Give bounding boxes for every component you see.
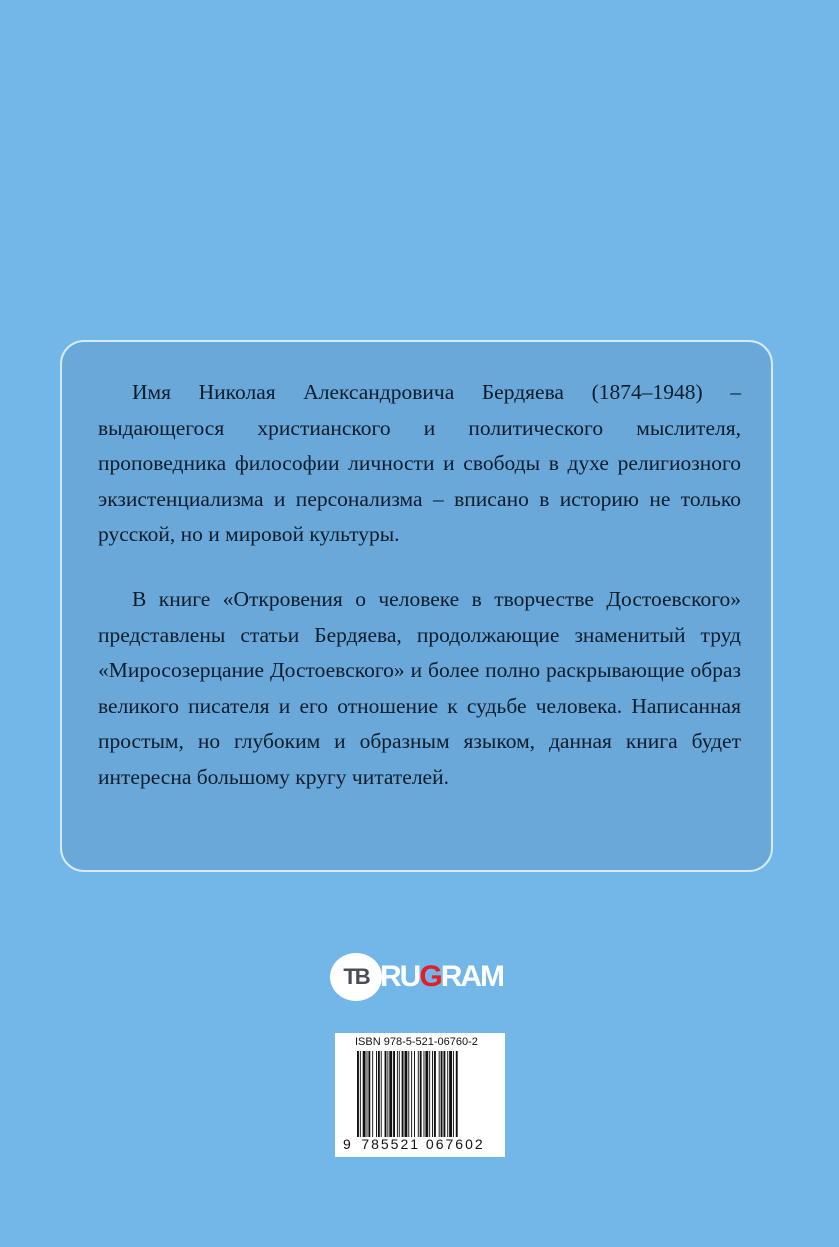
barcode-digits: 785521 067602	[357, 1137, 489, 1151]
publisher-logo-wordmark	[380, 962, 503, 992]
barcode-bar	[360, 1051, 361, 1138]
barcode-bar	[389, 1051, 392, 1138]
description-paragraph-2: В книге «Откровения о человеке в творчестве Достоевского» представлены статьи Бердяева, продолжающие знаменитый труд «Миросозерцание Достоевского» и более полно раскрывающие образ великого писателя и его отношение к судьбе человека. Написанная простым, но глубоким и образным языком, данная книга будет интересна большому кругу читателей.	[98, 587, 741, 789]
publisher-logo-badge	[330, 953, 382, 1001]
barcode-bar	[372, 1051, 373, 1138]
barcode-bar	[424, 1051, 425, 1138]
barcode-bar	[357, 1051, 359, 1138]
barcode-bar	[439, 1051, 440, 1138]
barcode-bar	[411, 1051, 412, 1138]
barcode-bar	[429, 1051, 430, 1138]
isbn-label: ISBN 978-5-521-06760-2	[355, 1036, 478, 1048]
barcode-bar	[414, 1051, 415, 1138]
barcode-bar	[387, 1051, 388, 1138]
barcode-bar	[376, 1051, 377, 1138]
barcode-bar	[397, 1051, 398, 1138]
barcode-bar	[408, 1051, 409, 1138]
barcode-bar	[405, 1051, 408, 1138]
barcode-bar	[420, 1051, 422, 1138]
barcode-bar	[393, 1051, 395, 1138]
barcode-bar	[363, 1051, 366, 1138]
barcode-bar	[441, 1051, 443, 1138]
isbn-barcode-block	[335, 1033, 505, 1157]
publisher-logo-ru: RU	[380, 960, 420, 993]
barcode-bar	[381, 1051, 382, 1138]
barcode-bar	[443, 1051, 445, 1138]
publisher-logo-badge-text: TB	[343, 964, 369, 989]
publisher-logo-g: G	[419, 960, 441, 993]
barcode-bar	[367, 1051, 368, 1138]
publisher-logo-ra: RA	[440, 960, 481, 993]
barcode-bar	[378, 1051, 380, 1138]
publisher-logo-m: M	[480, 960, 504, 993]
description-paragraph-1: Имя Николая Александровича Бердяева (1874–1948) – выдающегося христианского и политического мыслителя, проповедника философии личности и свободы в духе религиозного экзистенциализма и персонализма – вписано в историю не только русской, но и мировой культуры.	[98, 380, 741, 546]
barcode-bar	[449, 1051, 452, 1138]
barcode-bar	[399, 1051, 400, 1138]
barcode-first-digit: 9	[343, 1136, 351, 1152]
barcode-bar	[425, 1051, 428, 1138]
barcode-bar	[434, 1051, 436, 1138]
description-panel	[60, 340, 773, 872]
publisher-logo	[330, 953, 503, 1001]
barcode-bar	[432, 1051, 433, 1138]
barcode-bar	[402, 1051, 404, 1138]
barcode-bars	[357, 1051, 489, 1138]
barcode-bar	[453, 1051, 454, 1138]
barcode-bar	[456, 1051, 458, 1138]
barcode-bar	[447, 1051, 448, 1138]
barcode-bar	[385, 1051, 387, 1138]
barcode-bar	[368, 1051, 370, 1138]
barcode-bar	[418, 1051, 419, 1138]
